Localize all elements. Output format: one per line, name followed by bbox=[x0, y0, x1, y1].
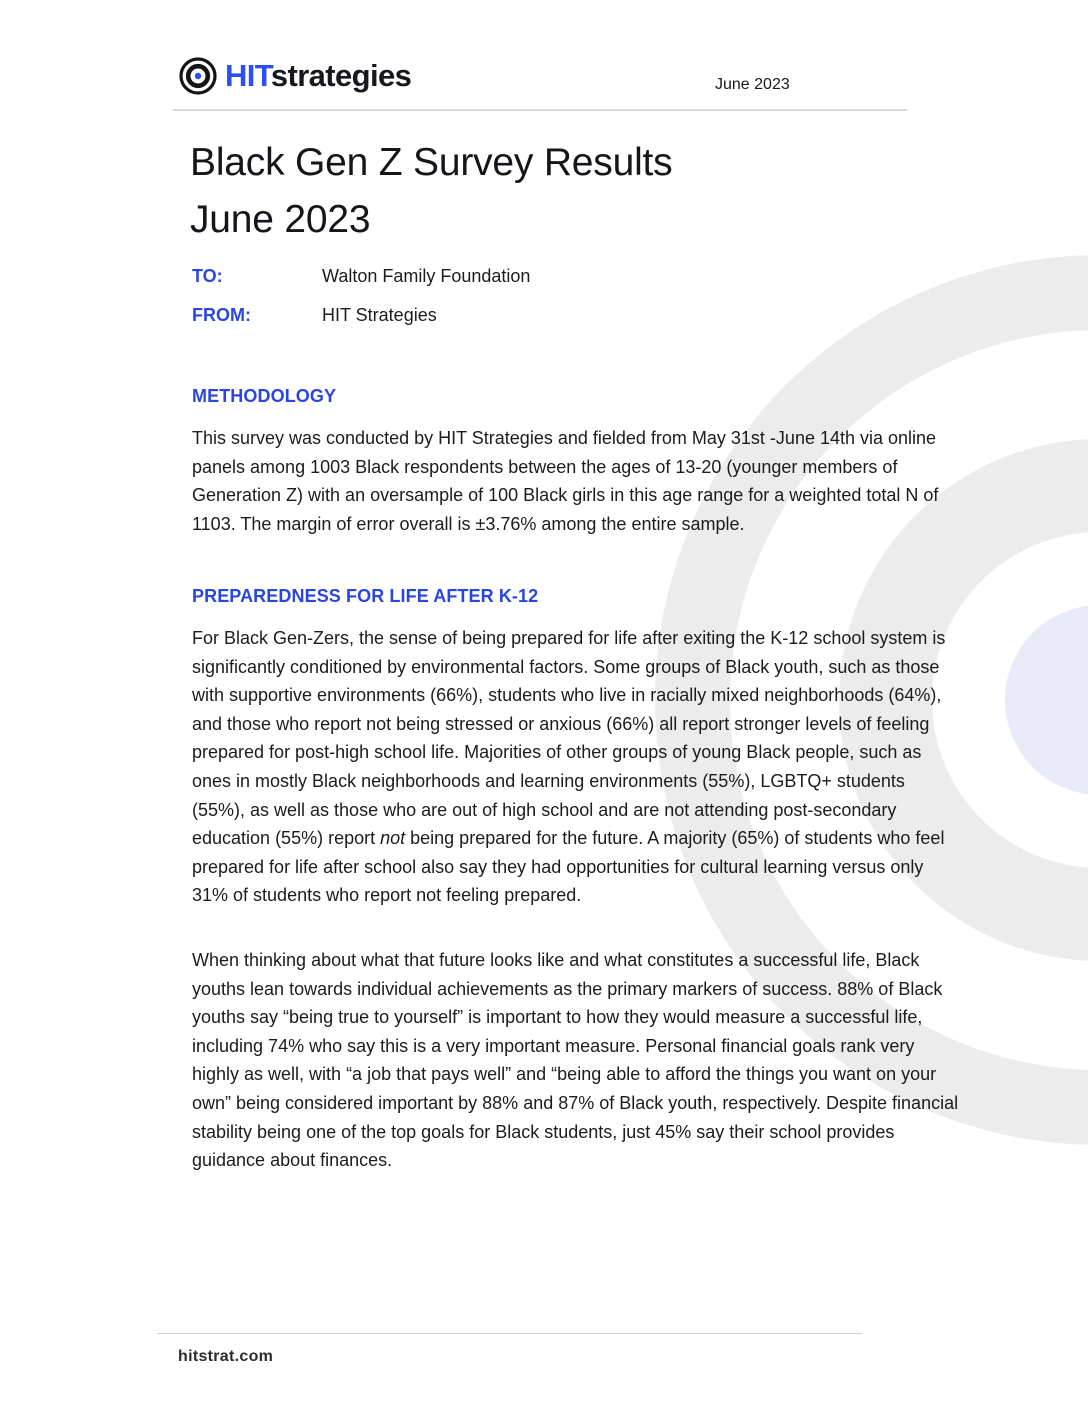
from-label: FROM: bbox=[192, 305, 251, 325]
memo-header bbox=[192, 266, 530, 344]
header-date: June 2023 bbox=[715, 76, 790, 93]
preparedness-p1-before: For Black Gen-Zers, the sense of being prepared for life after exiting the K-12 school system is significantly conditioned by environmental factors. Some groups of Black youth, such as those with supportive environments (66%), students who live in racially mixed neighborhoods (64%), and those who report not being stressed or anxious (66%) all report stronger levels of feeling prepared for post-high school life. Majorities of other groups of young Black people, such as ones in mostly Black neighborhoods and learning environments (55%), LGBTQ+ students (55%), as well as those who are out of high school and are not attending post-secondary education (55%) report bbox=[192, 628, 946, 849]
logo bbox=[178, 56, 411, 96]
page-title bbox=[190, 134, 672, 248]
preparedness-paragraph-1 bbox=[192, 624, 962, 910]
logo-strategies-text: strategies bbox=[270, 58, 412, 93]
logo-wordmark bbox=[225, 56, 411, 96]
to-value: Walton Family Foundation bbox=[322, 266, 531, 286]
preparedness-heading: PREPAREDNESS FOR LIFE AFTER K-12 bbox=[192, 586, 539, 606]
memo-to-row bbox=[192, 266, 530, 305]
methodology-paragraph: This survey was conducted by HIT Strategies and fielded from May 31st -June 14th via online panels among 1003 Black respondents between the ages of 13-20 (younger members of Generation Z) with an oversample of 100 Black girls in this age range for a weighted total N of 1103. The margin of error overall is ±3.76% among the entire sample. bbox=[192, 428, 939, 534]
logo-hit-text: HIT bbox=[225, 58, 271, 93]
page-title-line1: Black Gen Z Survey Results bbox=[190, 141, 673, 184]
header-divider bbox=[173, 109, 907, 111]
bullseye-logo-icon bbox=[178, 56, 218, 96]
preparedness-p1-after: being prepared for the future. A majority (65%) of students who feel prepared for life after school also say they had opportunities for cultural learning versus only 31% of students who report not feeling prepared. bbox=[192, 828, 945, 906]
from-value: HIT Strategies bbox=[322, 305, 437, 325]
footer-website-link[interactable]: hitstrat.com bbox=[178, 1348, 274, 1365]
memo-from-row bbox=[192, 305, 530, 344]
footer-divider bbox=[157, 1333, 862, 1334]
preparedness-paragraph-2: When thinking about what that future looks like and what constitutes a successful life, Black youths lean towards individual achievements as the primary markers of success. 88% of Black youths say “being true to yourself” is important to how they would measure a successful life, including 74% who say this is a very important measure. Personal financial goals rank very highly as well, with “a job that pays well” and “being able to afford the things you want on your own” being considered important by 88% and 87% of Black youth, respectively. Despite financial stability being one of the top goals for Black students, just 45% say their school provides guidance about finances. bbox=[192, 950, 959, 1171]
preparedness-p1-italic: not bbox=[380, 828, 406, 849]
page-title-line2: June 2023 bbox=[190, 198, 371, 241]
to-label: TO: bbox=[192, 266, 223, 286]
methodology-heading: METHODOLOGY bbox=[192, 386, 337, 406]
